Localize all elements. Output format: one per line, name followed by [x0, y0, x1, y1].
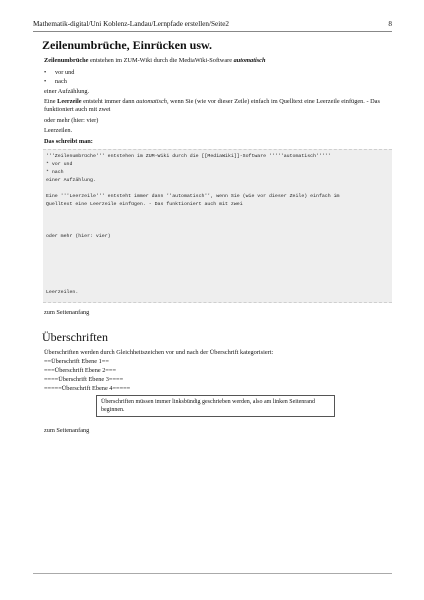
list-item	[44, 77, 392, 86]
intro-text: entstehen im ZUM-Wiki durch die MediaWiki-Software	[88, 57, 234, 64]
para-mid: entsteht immer dann	[81, 98, 137, 105]
code-line	[46, 273, 392, 281]
code-line: '''Zeilenumbrüche''' entstehen im ZUM-Wiki durch die [[MediaWiki]]-Software '''''automatisch'''''	[46, 153, 331, 159]
intro-emphasis: automatisch	[233, 57, 266, 64]
code-line: Quelltext eine Leerzeile einfügen. - Das funktioniert auch mit zwei	[46, 201, 243, 207]
para-prefix: Eine	[44, 98, 58, 105]
line-oder-mehr: oder mehr (hier: vier)	[44, 116, 99, 124]
heading-level-4: =====Überschrift Ebene 4=====	[44, 384, 131, 392]
section-heading-ueberschriften: Überschriften	[42, 329, 108, 344]
intro-bold-term: Zeilenumbrüche	[44, 57, 89, 64]
heading-levels	[33, 349, 392, 393]
note-box	[96, 395, 335, 417]
note-text: Überschriften müssen immer linksbündig geschrieben werden, also am linken Seitenrand beginnen.	[101, 398, 315, 413]
code-line	[46, 185, 392, 193]
heading-level-1: ==Überschrift Ebene 1==	[44, 357, 109, 365]
top-link-2[interactable]: zum Seitenanfang	[44, 426, 90, 434]
source-label: Das schreibt man:	[44, 137, 93, 145]
source-code-block	[43, 149, 392, 303]
bullet-icon: •	[44, 77, 47, 85]
code-line	[46, 257, 392, 265]
bullet-icon: •	[44, 68, 47, 76]
list-item	[44, 68, 392, 77]
code-line: einer Aufzählung.	[46, 177, 96, 183]
code-line	[46, 217, 392, 225]
header-title: Mathematik-digital/Uni Koblenz-Landau/Lernpfade erstellen/Seite2	[33, 20, 229, 28]
bullet-list	[44, 68, 392, 86]
after-list-text: einer Aufzählung.	[44, 87, 90, 95]
list-item-text: nach	[55, 77, 67, 85]
intro-paragraph	[44, 57, 392, 65]
code-line: Eine '''Leerzeile''' entsteht immer dann ''automatisch'', wenn Sie (wie vor dieser Zeile) einfach im	[46, 193, 340, 199]
headings-intro: Überschriften werden durch Gleichheitszeichen vor und nach der Überschrift kategorisiert:	[44, 348, 274, 356]
code-line: * vor und	[46, 161, 73, 167]
code-line	[46, 265, 392, 273]
code-line: Leerzeilen.	[46, 289, 79, 295]
footer-divider	[33, 573, 392, 574]
heading-level-3: ====Überschrift Ebene 3====	[44, 375, 124, 383]
page-header	[33, 19, 392, 32]
para-suffix: , wenn Sie (wie vor dieser Zeile) einfach im Quelltext eine Leerzeile einfügen. - Das funktioniert auch mit zwei	[44, 98, 380, 113]
page-content	[33, 38, 392, 437]
code-line	[46, 281, 392, 289]
code-line	[46, 209, 392, 217]
list-item-text: vor und	[55, 68, 75, 76]
section-heading-zeilenumbrueche: Zeilenumbrüche, Einrücken usw.	[42, 38, 213, 52]
code-line: * nach	[46, 169, 64, 175]
para-emphasis: automatisch	[136, 98, 167, 105]
code-line	[46, 249, 392, 257]
leerzeile-paragraph	[44, 98, 392, 114]
code-line: oder mehr (hier: vier)	[46, 233, 111, 239]
heading-level-2: ===Überschrift Ebene 2===	[44, 366, 117, 374]
page-number: 8	[388, 20, 392, 28]
code-line	[46, 225, 392, 233]
line-leerzeilen: Leerzeilen.	[44, 127, 73, 134]
top-link-1[interactable]: zum Seitenanfang	[44, 308, 90, 316]
code-line	[46, 241, 392, 249]
para-bold-term: Leerzeile	[57, 98, 82, 105]
